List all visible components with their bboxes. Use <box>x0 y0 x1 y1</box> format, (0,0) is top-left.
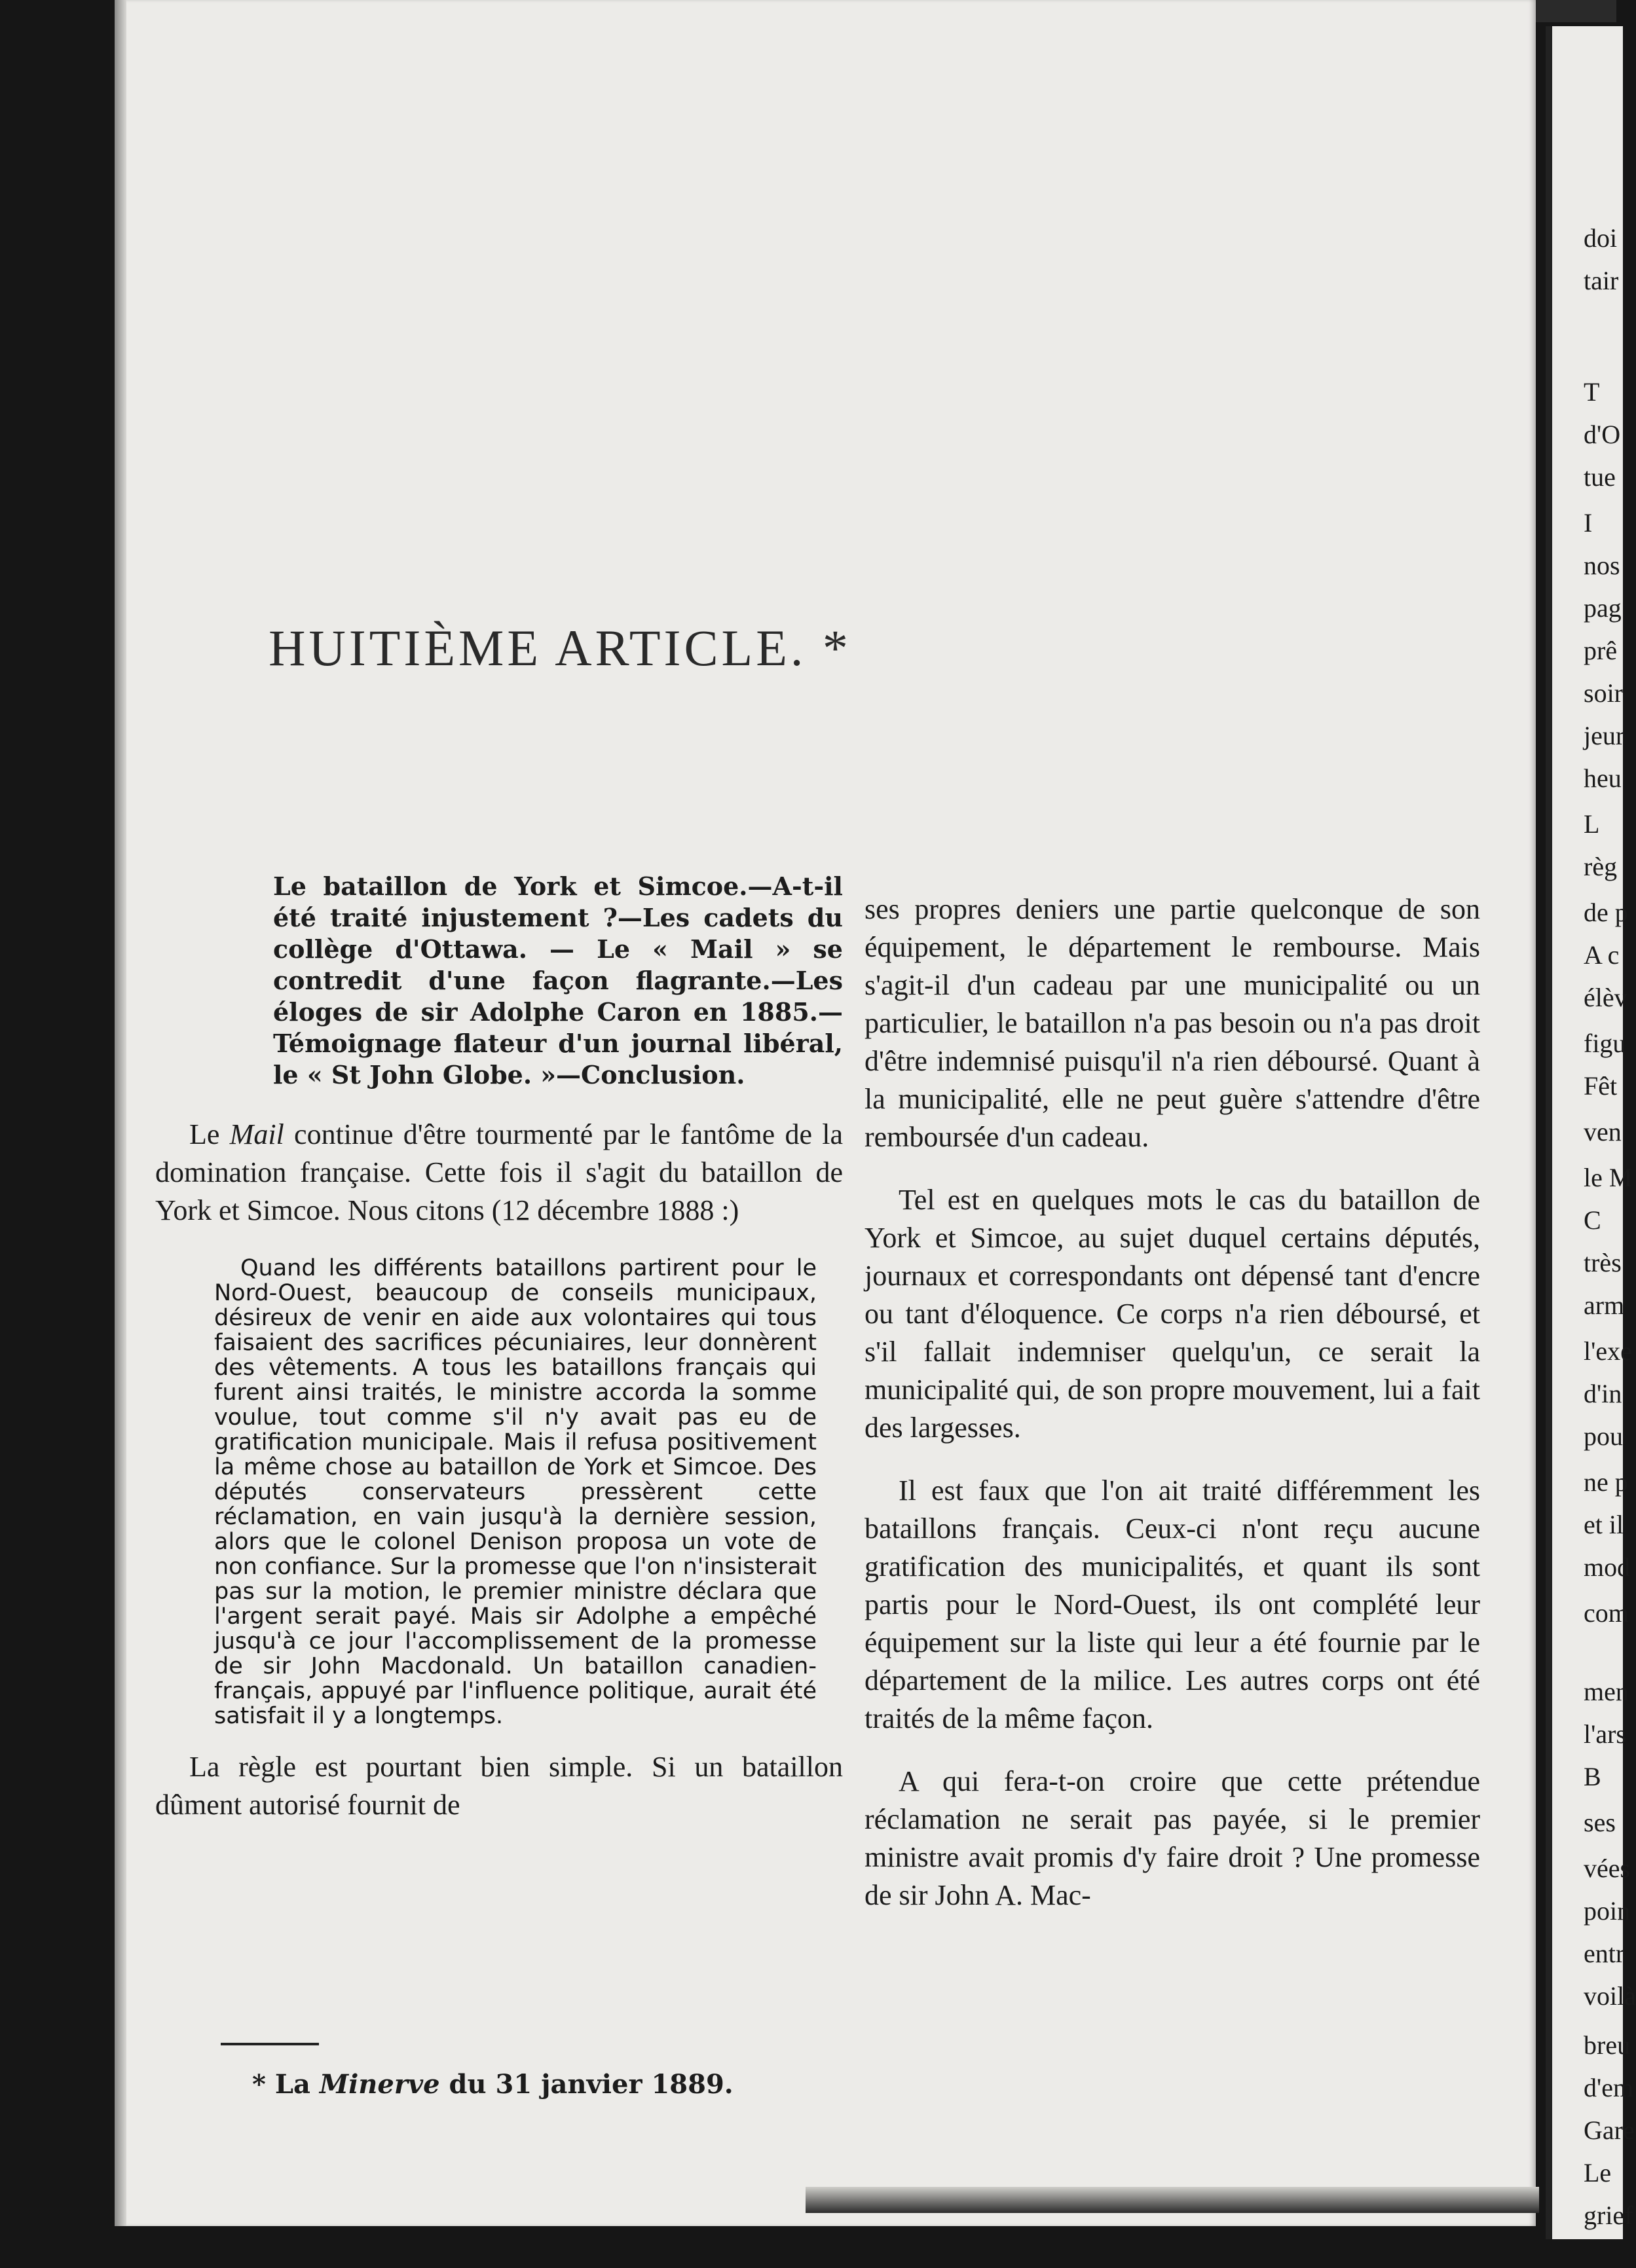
next-page-fragment: soir <box>1584 678 1623 708</box>
next-page-fragment: d'in <box>1584 1379 1622 1408</box>
next-page-fragment: pou <box>1584 1421 1623 1451</box>
next-page-fragment: C <box>1584 1205 1601 1235</box>
next-page-fragment: ses <box>1584 1808 1616 1837</box>
right-paragraph-4: A qui fera-t-on croire que cette prétendue réclamation ne serait pas payée, si le premier ministre avait promis d'y faire droit ? Une promesse de sir John A. Mac- <box>864 1765 1480 1911</box>
next-page-fragment: élèv <box>1584 983 1627 1012</box>
next-page-fragment: grief <box>1584 2201 1633 2230</box>
next-page-fragment: ven <box>1584 1117 1622 1146</box>
next-page-edge <box>1546 26 1636 2239</box>
next-page-fragment: ne p <box>1584 1467 1628 1497</box>
next-page-fragment: prê <box>1584 636 1618 665</box>
footnote-rule <box>221 2043 319 2045</box>
article-summary-wrap <box>155 871 843 1091</box>
right-paragraph-2: Tel est en quelques mots le cas du bataillon de York et Simcoe, au sujet duquel certains députés, journaux et correspondants ont dépensé tant d'encre ou tant d'éloquence. Ce corps n'a rien déboursé, et s'il fallait indemniser quelqu'un, ce serait la municipalité qui, de son propre mouvement, lui a fait des largesses. <box>864 1184 1480 1444</box>
next-page-fragment: T <box>1584 377 1600 407</box>
next-page-fragment: d'O <box>1584 420 1621 449</box>
next-page-fragment: figu <box>1584 1029 1626 1058</box>
right-paragraph-1: ses propres deniers une partie quelconque de son équipement, le département le rembourse. Mais s'agit-il d'un cadeau par une municipalité ou un particulier, le bataillon n'a pas besoin ou n'a pas droit d'être indemnisé puisqu'il n'a rien déboursé. Quant à la municipalité, elle ne peut guère s'attendre d'être remboursée d'un cadeau. <box>864 893 1480 1153</box>
next-page-fragment: arm <box>1584 1290 1625 1320</box>
article-summary: Le bataillon de York et Simcoe.—A-t-il été traité injustement ?—Les cadets du collège d'Ottawa. — Le « Mail » se contredit d'une façon flagrante.—Les éloges de sir Adolphe Caron en 1885.—Témoignage flateur d'un journal libéral, le « St John Globe. »—Conclusion. <box>273 871 843 1089</box>
next-page-fragment: mod <box>1584 1552 1631 1582</box>
next-page-fragment: men <box>1584 1677 1629 1706</box>
next-page-fragment: I <box>1584 508 1593 538</box>
newspaper-name-minerve: Minerve <box>319 2069 440 2100</box>
next-page-fragment: vées <box>1584 1854 1631 1883</box>
next-page-fragment: breu <box>1584 2030 1631 2060</box>
next-page-fragment: pag <box>1584 593 1622 623</box>
next-page-fragment: heu <box>1584 763 1622 793</box>
page-binding-shadow <box>115 0 126 2226</box>
next-page-fragment: Gare <box>1584 2115 1635 2145</box>
next-page-fragment: entr <box>1584 1939 1625 1968</box>
footnote: * La Minerve du 31 janvier 1889. <box>252 2069 734 2100</box>
next-page-fragment: d'em <box>1584 2073 1634 2102</box>
next-page-fragment: Le <box>1584 2158 1612 2187</box>
next-page-fragment: l'exe <box>1584 1336 1632 1366</box>
next-page-fragment: nos <box>1584 551 1620 580</box>
next-page-fragment: com <box>1584 1598 1629 1628</box>
next-page-fragment: voilà <box>1584 1981 1636 2011</box>
next-page-fragment: et il <box>1584 1510 1624 1539</box>
left-paragraph-2: La règle est pourtant bien simple. Si un bataillon dûment autorisé fournit de <box>155 1751 843 1821</box>
next-page-fragment: tair <box>1584 266 1619 295</box>
next-page-fragment: règ <box>1584 852 1618 881</box>
article-title: HUITIÈME ARTICLE. * <box>269 619 851 676</box>
next-page-fragment: A c <box>1584 940 1620 970</box>
next-page-fragment: tue <box>1584 462 1616 492</box>
next-page-fragment: jeur <box>1584 721 1625 750</box>
quoted-passage: Quand les différents bataillons partirent pour le Nord-Ouest, beaucoup de conseils municipaux, désireux de venir en aide aux volontaires qui tous faisaient des sacrifices pécuniaires, leur donnèrent des vêtements. A tous les bataillons français qui furent ainsi traités, le ministre accorda la somme voulue, tout comme s'il n'y avait pas eu de gratification municipale. Mais il refusa positivement la même chose au bataillon de York et Simcoe. Des députés conservateurs pressèrent cette réclamation, en vain jusqu'à la dernière session, alors que le colonel Denison proposa un vote de non confiance. Sur la promesse que l'on n'insisterait pas sur la motion, le premier ministre déclara que l'argent serait payé. Mais sir Adolphe a empêché jusqu'à ce jour l'accomplissement de la promesse de sir John Macdonald. Un bataillon canadien-français, appuyé par l'influence politique, aurait été satisfait il y a longtemps. <box>214 1255 817 1729</box>
next-page-fragment: L <box>1584 809 1600 839</box>
next-page-fragment: le M <box>1584 1163 1633 1192</box>
next-page-fragment: B <box>1584 1762 1601 1791</box>
page-bottom-edge <box>806 2187 1539 2213</box>
next-page-fragment: Fêt <box>1584 1071 1618 1101</box>
left-column <box>155 871 843 1824</box>
left-paragraph-1: Le Mail continue d'être tourmenté par le fantôme de la domination française. Cette fois il s'agit du bataillon de York et Simcoe. Nous citons (12 décembre 1888 :) <box>155 1118 843 1226</box>
next-page-fragment: l'ars <box>1584 1719 1626 1749</box>
newspaper-name-mail: Mail <box>229 1118 284 1150</box>
next-page-fragment: doi <box>1584 223 1618 253</box>
next-page-fragment: très <box>1584 1248 1622 1277</box>
right-column <box>864 890 1480 1914</box>
right-paragraph-3: Il est faux que l'on ait traité différemment les bataillons français. Ceux-ci n'ont reçu aucune gratification des municipalités, et quant ils sont partis pour le Nord-Ouest, ils ont complété leur équipement sur la liste qui leur a été fournie par le département de la milice. Les autres corps ont été traités de la même façon. <box>864 1474 1480 1734</box>
next-page-fragment: poin <box>1584 1896 1631 1926</box>
next-page-fragment: de p <box>1584 898 1628 927</box>
